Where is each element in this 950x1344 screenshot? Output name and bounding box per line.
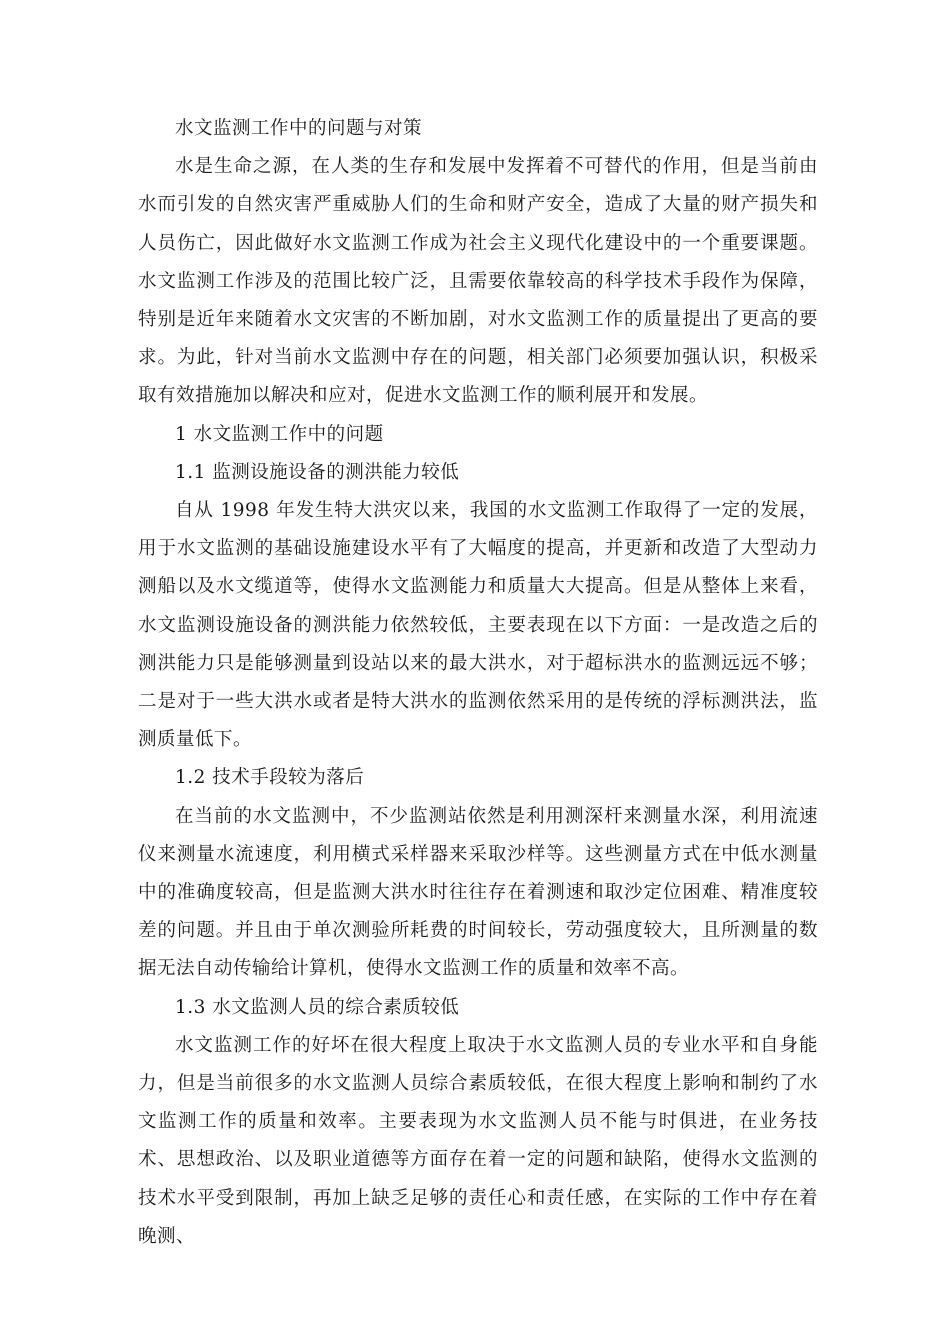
document-body — [138, 110, 818, 1256]
document-title: 水文监测工作中的问题与对策 — [175, 118, 423, 139]
paragraph-1-2: 在当前的水文监测中，不少监测站依然是利用测深杆来测量水深，利用流速仪来测量水流速度，利用横式采样器来采取沙样等。这些测量方式在中低水测量中的准确度较高，但是监测大洪水时往往存在着测速和取沙定位困难、精准度较差的问题。并且由于单次测验所耗费的时间较长，劳动强度较大，且所测量的数据无法自动传输给计算机，使得水文监测工作的质量和效率不高。 — [138, 805, 818, 980]
paragraph-1-3: 水文监测工作的好坏在很大程度上取决于水文监测人员的专业水平和自身能力，但是当前很多的水文监测人员综合素质较低，在很大程度上影响和制约了水文监测工作的质量和效率。主要表现为水文监测人员不能与时俱进，在业务技术、思想政治、以及职业道德等方面存在着一定的问题和缺陷，使得水文监测的技术水平受到限制，再加上缺乏足够的责任心和责任感，在实际的工作中存在着晚测、 — [138, 1034, 818, 1247]
subsection-heading-1-3: 1.3 水文监测人员的综合素质较低 — [175, 996, 460, 1018]
section-heading-1: 1 水文监测工作中的问题 — [175, 423, 384, 445]
subsection-heading-1-2: 1.2 技术手段较为落后 — [175, 767, 365, 789]
subsection-heading-1-1: 1.1 监测设施设备的测洪能力较低 — [175, 461, 460, 483]
paragraph-intro: 水是生命之源，在人类的生存和发展中发挥着不可替代的作用，但是当前由水而引发的自然灾害严重威胁人们的生命和财产安全，造成了大量的财产损失和人员伤亡，因此做好水文监测工作成为社会主义现代化建设中的一个重要课题。水文监测工作涉及的范围比较广泛，且需要依靠较高的科学技术手段作为保障，特别是近年来随着水文灾害的不断加剧，对水文监测工作的质量提出了更高的要求。为此，针对当前水文监测中存在的问题，相关部门必须要加强认识，积极采取有效措施加以解决和应对，促进水文监测工作的顺利展开和发展。 — [138, 156, 818, 407]
paragraph-1-1: 自从 1998 年发生特大洪灾以来，我国的水文监测工作取得了一定的发展，用于水文监测的基础设施建设水平有了大幅度的提高，并更新和改造了大型动力测船以及水文缆道等，使得水文监测能力和质量大大提高。但是从整体上来看，水文监测设施设备的测洪能力依然较低，主要表现在以下方面：一是改造之后的测洪能力只是能够测量到设站以来的最大洪水，对于超标洪水的监测远远不够；二是对于一些大洪水或者是特大洪水的监测依然采用的是传统的浮标测洪法，监测质量低下。 — [138, 500, 818, 751]
